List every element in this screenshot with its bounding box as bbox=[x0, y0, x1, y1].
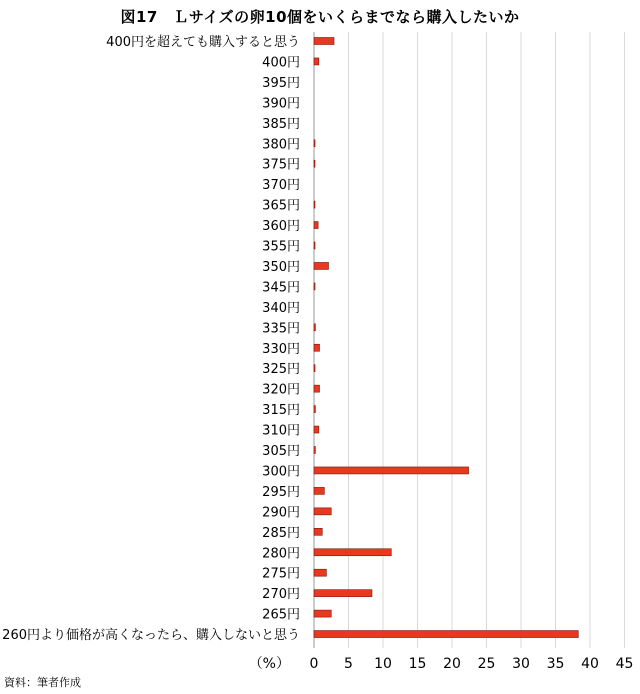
bar bbox=[314, 324, 315, 331]
bar bbox=[314, 508, 331, 515]
category-label: 265円 bbox=[262, 607, 300, 623]
bar bbox=[314, 242, 315, 249]
x-tick-label: 30 bbox=[512, 656, 530, 672]
x-axis-label: （%） bbox=[248, 656, 290, 672]
bar bbox=[314, 406, 315, 413]
bar bbox=[314, 385, 320, 392]
category-label: 375円 bbox=[262, 157, 300, 173]
category-label: 350円 bbox=[262, 259, 300, 275]
bar bbox=[314, 447, 315, 454]
x-tick-label: 45 bbox=[615, 656, 634, 672]
category-label: 285円 bbox=[262, 525, 300, 541]
category-label: 400円 bbox=[262, 55, 300, 71]
bar bbox=[314, 201, 315, 208]
bar bbox=[314, 610, 331, 617]
source-note: 資料：筆者作成 bbox=[4, 676, 81, 689]
category-label: 385円 bbox=[262, 116, 300, 132]
category-label: 295円 bbox=[262, 484, 300, 500]
category-label: 290円 bbox=[262, 505, 300, 521]
category-label: 310円 bbox=[262, 423, 300, 439]
x-tick-labels bbox=[310, 656, 634, 672]
bar bbox=[314, 160, 315, 167]
bar bbox=[314, 283, 315, 290]
x-tick-label: 20 bbox=[443, 656, 461, 672]
category-label: 370円 bbox=[262, 178, 300, 194]
chart-title: 図17 Ｌサイズの卵10個をいくらまでなら購入したいか bbox=[120, 8, 520, 26]
bar bbox=[314, 631, 578, 638]
category-label: 355円 bbox=[262, 239, 300, 255]
category-label: 345円 bbox=[262, 280, 300, 296]
category-label: 335円 bbox=[262, 321, 300, 337]
category-label: 280円 bbox=[262, 546, 300, 562]
category-label: 395円 bbox=[262, 75, 300, 91]
category-label: 260円より価格が高くなったら、購入しないと思う bbox=[2, 628, 300, 644]
category-label: 360円 bbox=[262, 219, 300, 235]
x-tick-label: 40 bbox=[581, 656, 599, 672]
bar bbox=[314, 38, 334, 45]
bar bbox=[314, 467, 469, 474]
bar bbox=[314, 222, 318, 229]
x-tick-label: 15 bbox=[408, 656, 427, 672]
category-label: 380円 bbox=[262, 137, 300, 153]
category-label: 315円 bbox=[262, 403, 300, 419]
x-tick-label: 0 bbox=[309, 656, 319, 672]
bar bbox=[314, 569, 326, 576]
bar bbox=[314, 426, 319, 433]
bar bbox=[314, 140, 315, 147]
x-tick-label: 5 bbox=[344, 656, 353, 672]
bar bbox=[314, 549, 391, 556]
bar bbox=[314, 365, 315, 372]
bar bbox=[314, 528, 322, 535]
bar bbox=[314, 58, 319, 65]
bar bbox=[314, 262, 328, 269]
x-tick-label: 35 bbox=[546, 656, 565, 672]
x-tick-label: 10 bbox=[374, 656, 392, 672]
category-label: 340円 bbox=[262, 300, 300, 316]
category-label: 400円を超えても購入すると思う bbox=[106, 35, 300, 50]
category-labels bbox=[2, 34, 300, 643]
category-label: 270円 bbox=[262, 587, 300, 603]
category-label: 300円 bbox=[262, 464, 300, 480]
bar bbox=[314, 344, 320, 351]
category-label: 365円 bbox=[262, 198, 300, 214]
bar bbox=[314, 487, 324, 494]
x-tick-label: 25 bbox=[477, 656, 496, 672]
category-label: 320円 bbox=[262, 382, 300, 398]
category-label: 390円 bbox=[262, 96, 300, 112]
bar bbox=[314, 590, 372, 597]
bars bbox=[314, 38, 578, 638]
category-label: 330円 bbox=[262, 341, 300, 357]
category-label: 305円 bbox=[262, 444, 300, 459]
category-label: 275円 bbox=[262, 566, 300, 582]
category-label: 325円 bbox=[262, 362, 300, 378]
